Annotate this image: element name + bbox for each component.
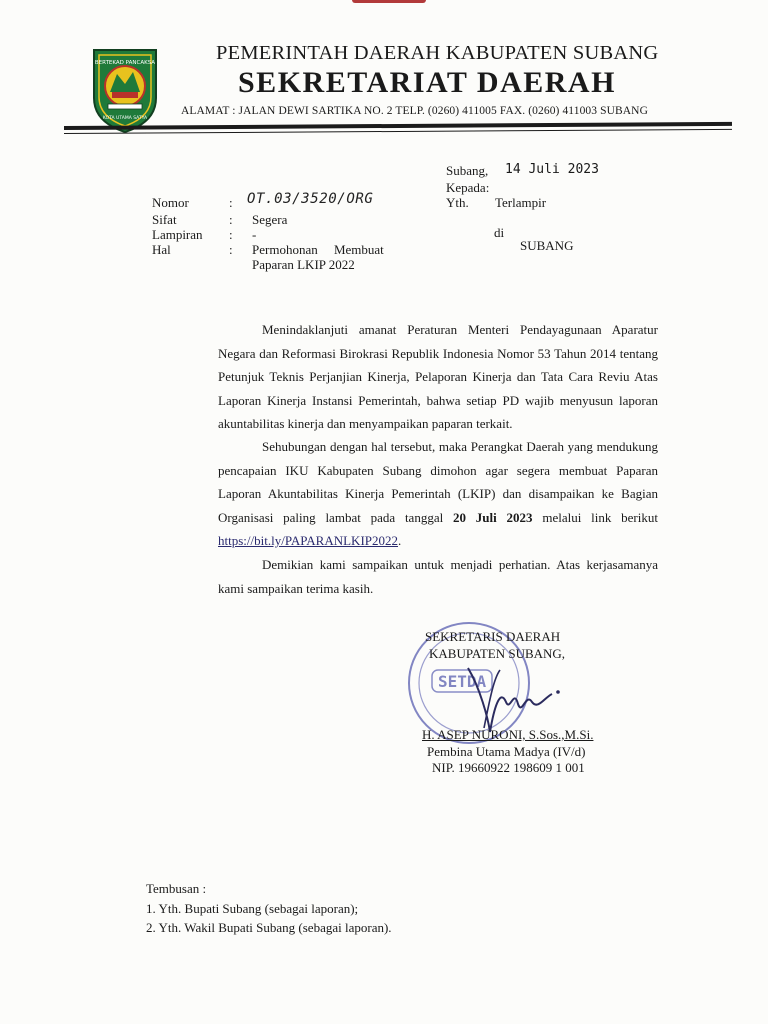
emblem-top-text: BERTEKAD PANCAKSA xyxy=(94,60,156,66)
tembusan-heading: Tembusan : xyxy=(146,881,207,896)
meta-row-hal xyxy=(152,242,452,258)
meta-colon: : xyxy=(229,242,233,257)
recipient-yth: Yth. xyxy=(446,195,469,210)
meta-label: Hal xyxy=(152,242,171,257)
letter-place: Subang, xyxy=(446,163,489,178)
meta-value-lampiran: - xyxy=(252,227,257,242)
meta-colon: : xyxy=(229,195,233,210)
office-name: SEKRETARIAT DAERAH xyxy=(238,66,616,99)
tembusan-item: 1. Yth. Bupati Subang (sebagai laporan); xyxy=(146,901,359,916)
body-paragraph-1: Menindaklanjuti amanat Peraturan Menteri Pendayagunaan Aparatur Negara dan Reformasi Birokrasi Republik Indonesia Nomor 53 Tahun 2014 tentang Petunjuk Teknis Perjanjian Kinerja, Pelaporan Kinerja dan Tata Cara Reviu Atas Laporan Kinerja Instansi Pemerintah, bahwa setiap PD wajib menyusun laporan akuntabilitas kinerja dan menyampaikan paparan terkait. xyxy=(218,322,658,431)
meta-colon: : xyxy=(229,212,233,227)
recipient-city: SUBANG xyxy=(520,238,574,253)
recipient-di: di xyxy=(494,225,505,240)
signatory-rank: Pembina Utama Madya (IV/d) xyxy=(427,744,586,759)
meta-row-sifat xyxy=(152,212,452,228)
stamp-text: SETDA xyxy=(438,672,487,691)
body-paragraph-2-text: Sehubungan dengan hal tersebut, maka Perangkat Daerah yang mendukung pencapaian IKU Kabupaten Subang dimohon agar segera membuat Paparan Laporan Akuntabilitas Kinerja Pemerintah (LKIP) dan disampaikan ke Bagian Organisasi paling lambat pada tanggal xyxy=(218,439,658,525)
deadline-date: 20 Juli 2023 xyxy=(453,509,533,525)
meta-row-nomor xyxy=(152,191,452,211)
tembusan-item: 2. Yth. Wakil Bupati Subang (sebagai laporan). xyxy=(146,920,392,935)
subang-regency-emblem xyxy=(88,44,162,134)
letter-date: 14 Juli 2023 xyxy=(505,162,599,177)
body-paragraph-2 xyxy=(218,435,658,553)
recipient-name: Terlampir xyxy=(495,195,547,210)
signatory-title-2: KABUPATEN SUBANG, xyxy=(429,646,566,661)
meta-value-hal: Permohonan Membuat xyxy=(252,242,384,257)
office-address: ALAMAT : JALAN DEWI SARTIKA NO. 2 TELP. (0260) 411005 FAX. (0260) 411003 SUBANG xyxy=(181,105,648,117)
letterhead-rule-thin xyxy=(64,129,732,134)
meta-colon: : xyxy=(229,227,233,242)
meta-value-sifat: Segera xyxy=(252,212,288,227)
meta-value-hal-line2: Paparan LKIP 2022 xyxy=(252,257,355,272)
meta-value-nomor: OT.03/3520/ORG xyxy=(247,191,374,207)
recipient-kepada: Kepada: xyxy=(446,180,490,195)
paparan-link[interactable]: https://bit.ly/PAPARANLKIP2022 xyxy=(218,533,399,548)
government-name: PEMERINTAH DAERAH KABUPATEN SUBANG xyxy=(216,42,659,64)
body-paragraph-2-text-cont: melalui link berikut xyxy=(532,509,658,525)
body-paragraph-2-end: . xyxy=(398,533,402,548)
handwritten-signature xyxy=(460,658,570,736)
scan-edge-mark xyxy=(352,0,426,3)
meta-label: Nomor xyxy=(152,195,189,210)
emblem-bottom-text: KOTA UTAMA SATYA xyxy=(102,116,148,121)
body-paragraph-3: Demikian kami sampaikan untuk menjadi perhatian. Atas kerjasamanya kami sampaikan terima kasih. xyxy=(218,557,658,596)
meta-label: Lampiran xyxy=(152,227,203,242)
signatory-title-1: SEKRETARIS DAERAH xyxy=(425,629,561,644)
meta-label: Sifat xyxy=(152,212,177,227)
signatory-name: H. ASEP NURONI, S.Sos.,M.Si. xyxy=(422,727,594,742)
signatory-nip: NIP. 19660922 198609 1 001 xyxy=(432,760,585,775)
meta-row-lampiran xyxy=(152,227,452,243)
